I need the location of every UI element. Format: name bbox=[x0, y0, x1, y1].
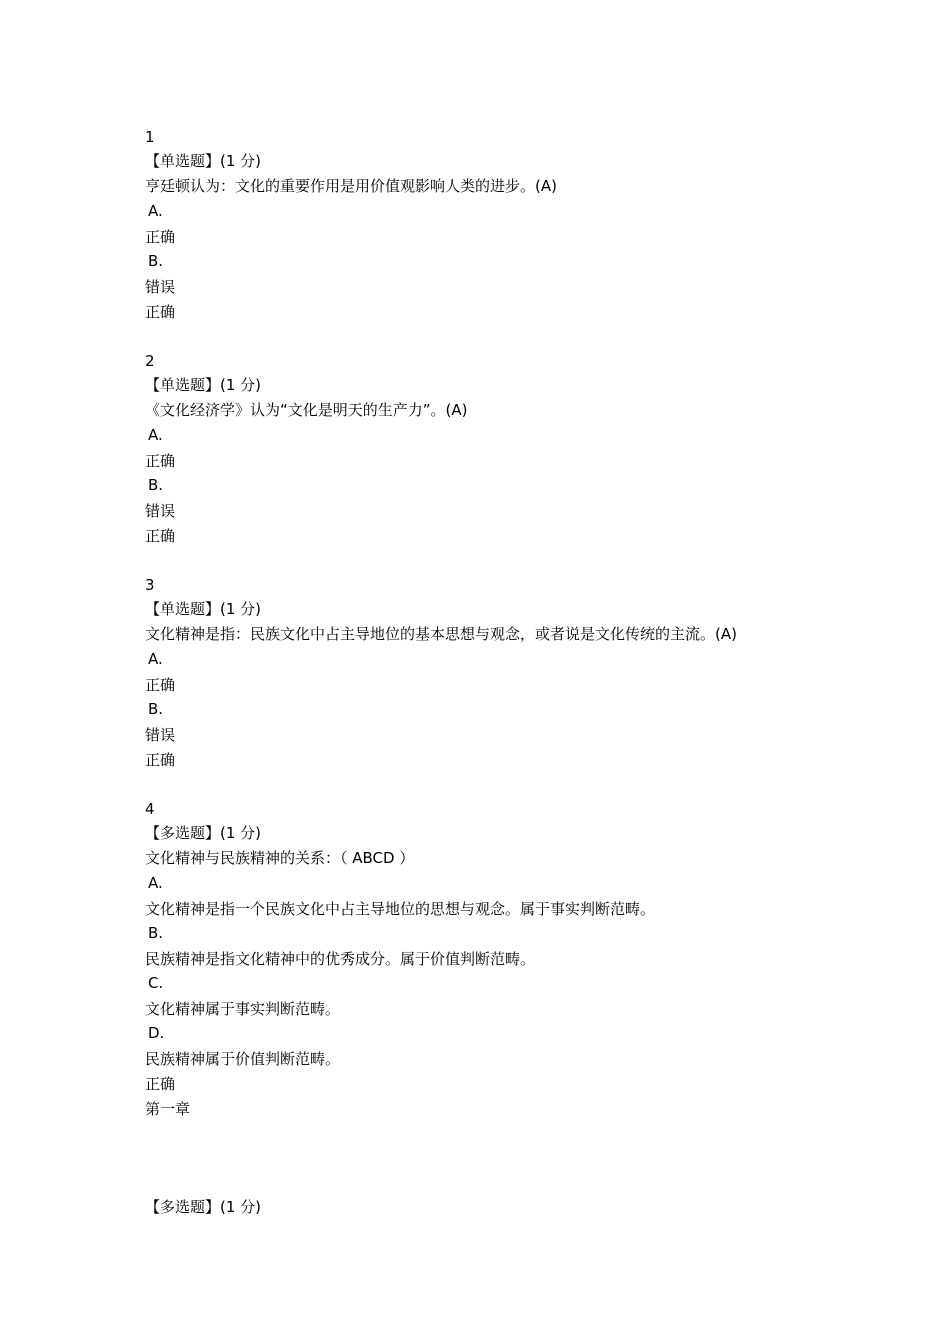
question-type: 【多选题】(1 分) bbox=[145, 1198, 262, 1216]
question-type: 【单选题】(1 分) bbox=[145, 376, 262, 394]
question-stem: 亨廷顿认为：文化的重要作用是用价值观影响人类的进步。(A) bbox=[145, 177, 557, 195]
option-letter: B. bbox=[148, 476, 164, 494]
option-text: 民族精神是指文化精神中的优秀成分。属于价值判断范畴。 bbox=[145, 950, 536, 968]
option-letter: A. bbox=[148, 426, 163, 444]
option-text: 文化精神是指一个民族文化中占主导地位的思想与观念。属于事实判断范畴。 bbox=[145, 900, 656, 918]
option-text: 错误 bbox=[145, 726, 176, 744]
answer-text: 正确 bbox=[145, 1075, 176, 1093]
chapter-heading: 第一章 bbox=[145, 1100, 191, 1118]
question-stem: 文化精神是指：民族文化中占主导地位的基本思想与观念，或者说是文化传统的主流。(A) bbox=[145, 625, 737, 643]
option-text: 错误 bbox=[145, 278, 176, 296]
option-text: 文化精神属于事实判断范畴。 bbox=[145, 1000, 341, 1018]
option-letter: A. bbox=[148, 650, 163, 668]
option-text: 正确 bbox=[145, 228, 176, 246]
answer-text: 正确 bbox=[145, 751, 176, 769]
question-type: 【多选题】(1 分) bbox=[145, 824, 262, 842]
question-number: 2 bbox=[145, 352, 155, 370]
answer-text: 正确 bbox=[145, 303, 176, 321]
question-type: 【单选题】(1 分) bbox=[145, 152, 262, 170]
answer-text: 正确 bbox=[145, 527, 176, 545]
question-type: 【单选题】(1 分) bbox=[145, 600, 262, 618]
option-letter: A. bbox=[148, 202, 163, 220]
option-letter: C. bbox=[148, 974, 164, 992]
question-stem: 《文化经济学》认为“文化是明天的生产力”。(A) bbox=[145, 401, 468, 419]
option-text: 民族精神属于价值判断范畴。 bbox=[145, 1050, 341, 1068]
option-letter: B. bbox=[148, 924, 164, 942]
question-number: 4 bbox=[145, 800, 155, 818]
option-letter: A. bbox=[148, 874, 163, 892]
question-number: 1 bbox=[145, 128, 155, 146]
option-letter: D. bbox=[148, 1024, 165, 1042]
option-text: 正确 bbox=[145, 452, 176, 470]
option-text: 正确 bbox=[145, 676, 176, 694]
option-letter: B. bbox=[148, 700, 164, 718]
question-number: 3 bbox=[145, 576, 155, 594]
option-text: 错误 bbox=[145, 502, 176, 520]
question-stem: 文化精神与民族精神的关系：（ ABCD ） bbox=[145, 849, 415, 867]
option-letter: B. bbox=[148, 252, 164, 270]
